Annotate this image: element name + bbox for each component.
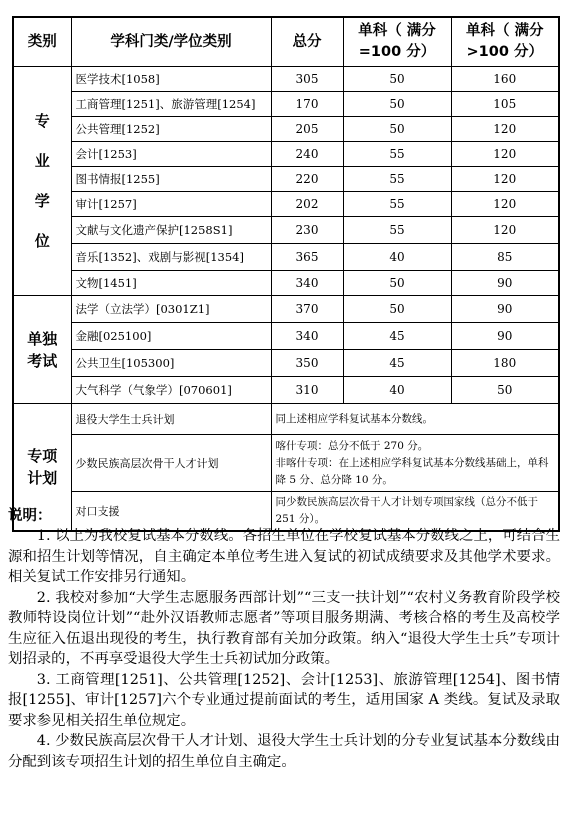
single-gt100-cell: 120: [451, 167, 559, 192]
subject-cell: 法学（立法学）[0301Z1]: [71, 296, 271, 323]
single-100-cell: 50: [343, 296, 451, 323]
single-100-cell: 55: [343, 192, 451, 217]
table-row: [13, 296, 559, 323]
single-gt100-cell: 160: [451, 67, 559, 92]
total-cell: 310: [271, 377, 343, 404]
table-row: [13, 350, 559, 377]
single-gt100-cell: 120: [451, 117, 559, 142]
single-100-cell: 40: [343, 377, 451, 404]
subject-cell: 文物[1451]: [71, 271, 271, 296]
total-cell: 230: [271, 217, 343, 244]
header-single-100: 单科（ 满分=100 分）: [343, 17, 451, 67]
category-separate-exam: 单独 考试: [13, 296, 71, 404]
total-cell: 370: [271, 296, 343, 323]
table-row: [13, 323, 559, 350]
plan-description: 喀什专项：总分不低于 270 分。 非喀什专项：在上述相应学科复试基本分数线基础上，单科降 5 分、总分降 10 分。: [271, 435, 559, 492]
total-cell: 240: [271, 142, 343, 167]
total-cell: 340: [271, 271, 343, 296]
note-paragraph: 3. 工商管理[1251]、公共管理[1252]、会计[1253]、旅游管理[1254]、图书情报[1255]、审计[1257]六个专业通过提前面试的考生，适用国家 A 类线。复试及录取要求参见相关招生单位规定。: [8, 671, 560, 729]
single-gt100-cell: 120: [451, 217, 559, 244]
subject-cell: 公共管理[1252]: [71, 117, 271, 142]
subject-cell: 退役大学生士兵计划: [71, 404, 271, 435]
single-100-cell: 55: [343, 217, 451, 244]
subject-cell: 音乐[1352]、戏剧与影视[1354]: [71, 244, 271, 271]
single-100-cell: 55: [343, 142, 451, 167]
table-row: [13, 92, 559, 117]
subject-cell: 审计[1257]: [71, 192, 271, 217]
single-gt100-cell: 120: [451, 142, 559, 167]
plan-description: 同少数民族高层次骨干人才计划专项国家线（总分不低于 251 分）。: [271, 492, 559, 532]
table-row: [13, 192, 559, 217]
total-cell: 205: [271, 117, 343, 142]
total-cell: 305: [271, 67, 343, 92]
table-row: [13, 377, 559, 404]
subject-cell: 会计[1253]: [71, 142, 271, 167]
single-100-cell: 50: [343, 117, 451, 142]
notes-title: 说明：: [8, 508, 52, 524]
subject-cell: 医学技术[1058]: [71, 67, 271, 92]
note-paragraph: 2. 我校对参加“大学生志愿服务西部计划”“三支一扶计划”“农村义务教育阶段学校教师特设岗位计划”“赴外汉语教师志愿者”等项目服务期满、考核合格的考生及高校学生应征入伍退出现役的考生，执行教育部有关加分政策。纳入“退役大学生士兵”专项计划招录的，不再享受退役大学生士兵初试加分政策。: [8, 589, 560, 667]
subject-cell: 少数民族高层次骨干人才计划: [71, 435, 271, 492]
single-100-cell: 40: [343, 244, 451, 271]
single-gt100-cell: 85: [451, 244, 559, 271]
subject-cell: 对口支援: [71, 492, 271, 532]
single-100-cell: 45: [343, 350, 451, 377]
header-total: 总分: [271, 17, 343, 67]
single-100-cell: 50: [343, 271, 451, 296]
single-gt100-cell: 105: [451, 92, 559, 117]
total-cell: 220: [271, 167, 343, 192]
subject-cell: 大气科学（气象学）[070601]: [71, 377, 271, 404]
table-row: [13, 117, 559, 142]
table-row: [13, 404, 559, 435]
note-paragraph: 1. 以上为我校复试基本分数线。各招生单位在学校复试基本分数线之上，可结合生源和招生计划等情况，自主确定本单位考生进入复试的初试成绩要求及其他学术要求。相关复试工作安排另行通知。: [8, 528, 560, 585]
header-subject: 学科门类/学位类别: [71, 17, 271, 67]
total-cell: 365: [271, 244, 343, 271]
table-row: [13, 435, 559, 492]
total-cell: 170: [271, 92, 343, 117]
subject-cell: 工商管理[1251]、旅游管理[1254]: [71, 92, 271, 117]
table-row: [13, 217, 559, 244]
single-100-cell: 55: [343, 167, 451, 192]
single-gt100-cell: 90: [451, 323, 559, 350]
single-100-cell: 50: [343, 92, 451, 117]
subject-cell: 文献与文化遗产保护[1258S1]: [71, 217, 271, 244]
single-gt100-cell: 120: [451, 192, 559, 217]
score-table: [12, 16, 560, 532]
single-gt100-cell: 90: [451, 271, 559, 296]
total-cell: 202: [271, 192, 343, 217]
total-cell: 340: [271, 323, 343, 350]
plan-description: 同上述相应学科复试基本分数线。: [271, 404, 559, 435]
table-header-row: [13, 17, 559, 67]
header-category: 类别: [13, 17, 71, 67]
single-gt100-cell: 90: [451, 296, 559, 323]
category-professional-degree: 专 业 学 位: [13, 67, 71, 296]
header-single-gt100: 单科（ 满分>100 分）: [451, 17, 559, 67]
table-row: [13, 142, 559, 167]
single-100-cell: 50: [343, 67, 451, 92]
single-100-cell: 45: [343, 323, 451, 350]
subject-cell: 金融[025100]: [71, 323, 271, 350]
subject-cell: 图书情报[1255]: [71, 167, 271, 192]
notes-section: [8, 506, 560, 772]
single-gt100-cell: 50: [451, 377, 559, 404]
table-row: [13, 271, 559, 296]
single-gt100-cell: 180: [451, 350, 559, 377]
table-row: [13, 67, 559, 92]
subject-cell: 公共卫生[105300]: [71, 350, 271, 377]
note-paragraph: 4. 少数民族高层次骨干人才计划、退役大学生士兵计划的分专业复试基本分数线由分配到该专项招生计划的招生单位自主确定。: [8, 733, 560, 770]
table-row: [13, 244, 559, 271]
category-special-plan: 专项 计划: [13, 404, 71, 532]
table-row: [13, 167, 559, 192]
total-cell: 350: [271, 350, 343, 377]
